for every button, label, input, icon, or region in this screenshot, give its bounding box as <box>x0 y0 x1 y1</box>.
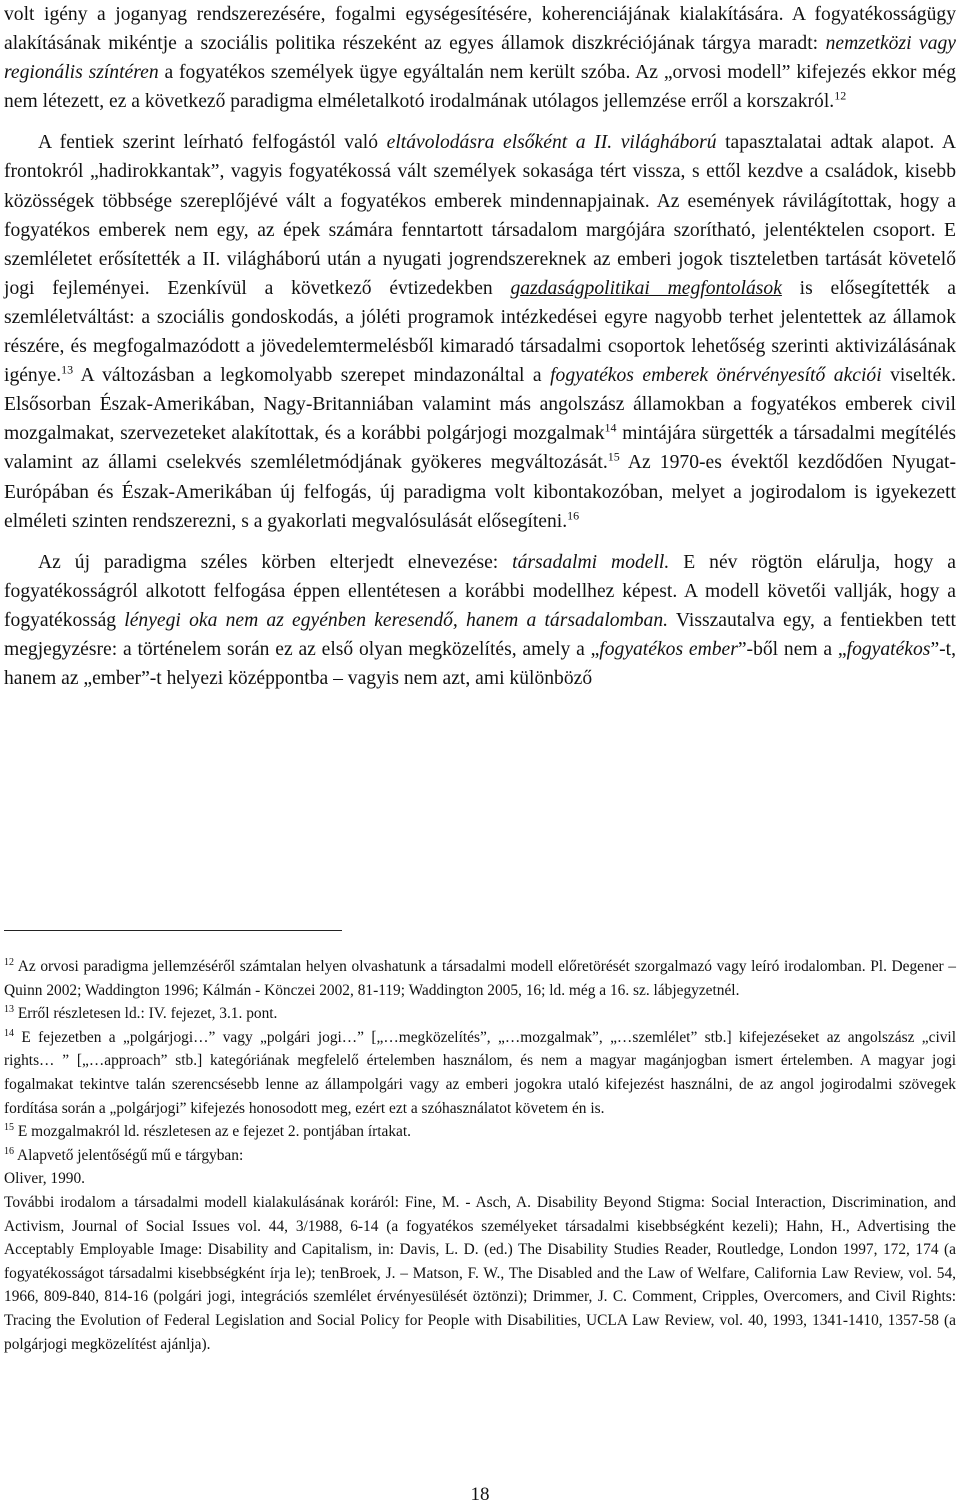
footnote-ref-13[interactable]: 13 <box>61 362 74 377</box>
emphasis: fogyatékos <box>846 638 931 660</box>
paragraph-3 <box>4 548 956 693</box>
text-run: ”-ből nem a „ <box>737 638 847 660</box>
footnote-text: Az orvosi paradigma jellemzéséről számtalan helyen olvashatunk a társadalmi modell előretörését szorgalmazó vagy leíró irodalomban. Pl. Degener – Quinn 2002; Waddington 1996; Kálmán - Könczei 2002, 81-119; Waddington 2005, 16; ld. még a 16. sz. lábjegyzetnél. <box>4 958 956 999</box>
emphasis: társadalmi modell. <box>512 551 670 573</box>
footnote-ref-14[interactable]: 14 <box>604 420 617 435</box>
emphasis: fogyatékos emberek önérvényesítő akciói <box>550 365 882 387</box>
footnote-text: Alapvető jelentőségű mű e tárgyban: <box>14 1146 244 1164</box>
text-run: Az új paradigma széles körben elterjedt elnevezése: <box>38 551 513 573</box>
footnote-number: 15 <box>4 1122 14 1134</box>
footnote-15 <box>4 1120 956 1144</box>
footnote-16-further-reading: További irodalom a társadalmi modell kialakulásának koráról: Fine, M. - Asch, A. Disability Beyond Stigma: Social Interaction, Discrimination, and Activism, Journal of Social Issues vol. 44, 3/1988, 6-14 (a fogyatékos személyeket társadalmi kisebbségként kezeli); Hahn, H., Advertising the Acceptably Employable Image: Disability and Capitalism, in: Davis, L. D. (ed.) The Disability Studies Reader, Routledge, London 1997, 172, 174 (a fogyatékosságot társadalmi kisebbségként írja le); tenBroek, J. – Matson, F. W., The Disabled and the Law of Welfare, California Law Review, vol. 54, 1966, 809-840, 814-16 (polgári jogi, integrációs szemlélet érvényesülését öztönzi); Drimmer, J. C. Comment, Cripples, Overcomers, and Civil Rights: Tracing the Evolution of Federal Legislation and Social Policy for People with Disabilities, UCLA Law Review, vol. 40, 1993, 1341-1410, 1357-58 (a polgárjogi megközelítést ajánlja). <box>4 1193 956 1353</box>
emphasis: eltávolodásra elsőként a II. világháború <box>386 132 717 154</box>
footnote-ref-12[interactable]: 12 <box>834 88 847 103</box>
footnote-number: 12 <box>4 956 14 968</box>
page-number: 18 <box>470 1484 490 1505</box>
text-run: tapasztalatai adtak alapot. A frontokról „hadirokkantak”, vagyis fogyatékossá vált személyek sokasága tért vissza, s ettől kezdve a családok, kisebb közösségek többsége szereplőjévé vált a fogyatékos emberek mindennapjainak. Az események rávilágítottak, hogy a fogyatékos emberek nem egy, az épek számára fenntartott társadalom margójára szorítható, jelentéktelen csoport. E szemléletet erősítették a II. világháború után a nyugati jogrendszereknek az emberi jogok tiszteletben tartását követelő jogi fejleményei. Ezenkívül a következő évtizedekben <box>4 132 956 299</box>
paragraph-1 <box>4 0 956 116</box>
footnote-14 <box>4 1026 956 1120</box>
footnote-ref-16[interactable]: 16 <box>567 508 580 523</box>
emphasis: lényegi oka nem az egyénben keresendő, hanem a társadalomban. <box>124 609 669 631</box>
emphasis: nemzetközi vagy regionális színtéren <box>4 33 957 84</box>
text-run: volt igény a joganyag rendszerezésére, fogalmi egységesítésére, koherenciájának kialakítására. A fogyatékosságügy alakításának mikéntje a szociális politika részeként az egyes államok diszkréciójának tárgya maradt: <box>4 4 956 55</box>
text-run: viselték. Elsősorban Észak-Amerikában, Nagy-Britanniában valamint más angolszász államokban a fogyatékos emberek civil mozgalmakat, szervezeteket alakítottak, és a korábbi polgárjogi mozgalmak <box>4 365 956 445</box>
footnote-12 <box>4 955 956 1002</box>
emphasis: fogyatékos ember <box>599 638 738 660</box>
footnote-ref-15[interactable]: 15 <box>607 449 620 464</box>
footnotes <box>4 955 956 1356</box>
footnote-number: 16 <box>4 1145 14 1157</box>
text-run: A fentiek szerint leírható felfogástól való <box>38 132 387 154</box>
document-page <box>4 0 957 1353</box>
text-run: A változásban a legkomolyabb szerepet mindazonáltal a <box>73 365 551 387</box>
emphasis: gazdaságpolitikai megfontolások <box>510 277 782 299</box>
text-run: is elősegítették a szemléletváltást: a szociális gondoskodás, a jóléti programok intézkedései egyre nagyobb terhet jelentettek az államok részére, és megfogalmazódott a jövedelemtermelésből kimaradó társadalmi csoportok lehetőség szerinti aktivizálásának igénye. <box>4 277 956 387</box>
footnote-16 <box>4 1144 956 1168</box>
text-run: mintájára sürgették a társadalmi megítélés valamint az állami cselekvés szemléletmódjának gyökeres megváltozását. <box>4 423 956 474</box>
footnote-16-citation: Oliver, 1990. <box>4 1170 86 1188</box>
footnote-text: E fejezetben a „polgárjogi…” vagy „polgári jogi…” [„…megközelítés”, „…mozgalmak”, „…szemlélet” stb.] kifejezéseket az angolszász „civil rights… ” [„…approach” stb.] kategóriának megfelelő értelemben használom, és nem a magyar magánjogban ismert értelemben. A magyar jogi fogalmakat tekintve talán szerencsésebb lenne az állampolgári vagy az emberi jogokra utaló kifejezést használni, de az angol jogirodalmi szövegek fordítása során a „polgárjogi” kifejezés honosodott meg, ezért ezt a szóhasználatot követem én is. <box>4 1028 956 1117</box>
text-run: Visszautalva egy, a fentiekben tett megjegyzésre: a történelem során ez az első olyan megközelítés, amely a „ <box>4 609 956 660</box>
main-text <box>4 0 956 693</box>
footnote-separator <box>4 930 342 931</box>
paragraph-2 <box>4 128 956 535</box>
footnote-number: 14 <box>4 1027 14 1039</box>
footnote-number: 13 <box>4 1004 14 1016</box>
text-run: E név rögtön elárulja, hogy a fogyatékosságról alkotott felfogása éppen ellentétesen a korábbi modellhez képest. A modell követői vallják, hogy a fogyatékosság <box>4 551 956 631</box>
text-run: a fogyatékos személyek ügye egyáltalán nem került szóba. Az „orvosi modell” kifejezés ekkor még nem létezett, ez a következő paradigma elméletalkotó irodalmának utólagos jellemzése erről a korszakról. <box>4 62 956 113</box>
footnote-text: Erről részletesen ld.: IV. fejezet, 3.1. pont. <box>14 1005 278 1023</box>
text-run: ”-t, hanem az „ember”-t helyezi középpontba – vagyis nem azt, ami különböző <box>4 638 957 690</box>
text-run: Az 1970-es évektől kezdődően Nyugat-Európában és Észak-Amerikában új felfogás, új paradigma volt kibontakozóban, melyet a jogirodalom is igyekezett elméleti szinten rendszerezni, s a gyakorlati megvalósulását elősegíteni. <box>4 452 956 532</box>
footnote-text: E mozgalmakról ld. részletesen az e fejezet 2. pontjában írtakat. <box>14 1123 411 1141</box>
footnote-13 <box>4 1002 956 1026</box>
